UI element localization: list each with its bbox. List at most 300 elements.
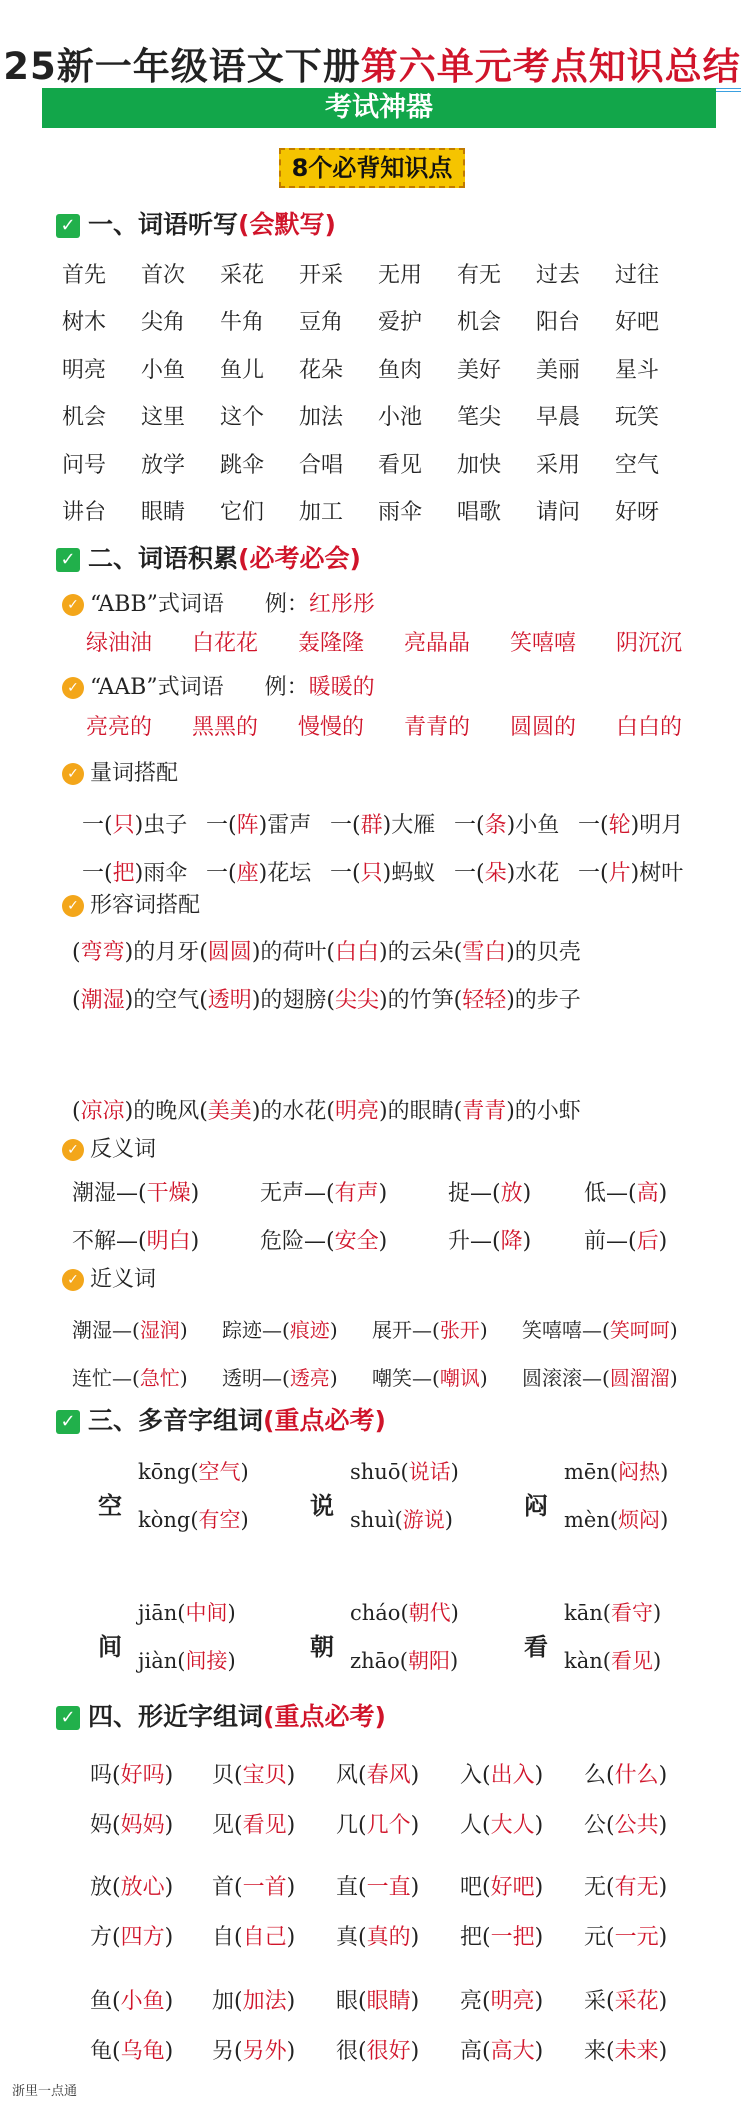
similar-char-pair — [90, 1984, 173, 2015]
measure-word-prefix: 一( — [82, 861, 113, 886]
adjective-pair-answer: 雪白 — [462, 940, 507, 965]
similar-char-pair-prefix: 几( — [336, 1813, 367, 1838]
similar-char-pair-answer: 几个 — [366, 1813, 411, 1838]
adjective-pair-answer: 白白 — [335, 940, 380, 965]
section-4-title-note: (重点必考) — [263, 1702, 386, 1731]
antonym-pair-suffix: ) — [190, 1229, 200, 1254]
measure-word-prefix: 一( — [578, 861, 609, 886]
polyphone-word: 朝代 — [408, 1601, 451, 1625]
similar-char-pair — [212, 1758, 295, 1789]
synonym-pair-answer: 嘲讽 — [439, 1366, 480, 1390]
word-cell: 过往 — [615, 263, 660, 288]
section-3-title-text: 三、多音字组词 — [88, 1406, 264, 1435]
antonym-pair-prefix: 升—( — [448, 1229, 501, 1254]
adjective-pair-suffix: )的晚风 — [124, 1099, 200, 1124]
synonym-pair — [372, 1306, 522, 1354]
word-cell: 讲台 — [62, 499, 107, 525]
synonym-pair-answer: 张开 — [439, 1318, 480, 1342]
measure-word-answer: 只 — [112, 813, 135, 838]
word-cell: 阳台 — [536, 310, 581, 336]
antonym-pair-prefix: 不解—( — [72, 1229, 147, 1254]
measure-word — [82, 802, 206, 850]
word-cell: 雨伞 — [378, 499, 423, 525]
adjective-pair — [72, 1099, 199, 1124]
paren: ) — [652, 1649, 662, 1673]
measure-word-suffix: )小鱼 — [506, 813, 560, 838]
adjective-pair-prefix: ( — [199, 988, 208, 1013]
medal-icon: ✓ — [62, 763, 84, 785]
paren: ) — [660, 1508, 669, 1532]
word-cell: 机会 — [457, 310, 502, 336]
adjective-pair-answer: 凉凉 — [80, 1099, 125, 1124]
aab-word: 白白的 — [616, 715, 683, 740]
word-cell: 合唱 — [299, 452, 344, 478]
synonym-pair-prefix: 潮湿—( — [72, 1318, 140, 1342]
similar-char-pair — [584, 1758, 667, 1789]
polyphone-item — [564, 1456, 668, 1486]
polyphone-word: 朝阳 — [407, 1649, 450, 1673]
antonym-pair — [72, 1170, 260, 1218]
measure-word — [330, 850, 454, 898]
word-cell: 过去 — [536, 263, 581, 288]
word-cell: 玩笑 — [615, 405, 660, 431]
word-row — [62, 394, 694, 441]
similar-char-pair-answer: 自己 — [242, 1925, 287, 1950]
polyphone-item — [564, 1504, 668, 1534]
similar-char-pair-prefix: 自( — [212, 1925, 243, 1950]
antonym-pair-suffix: ) — [658, 1229, 668, 1254]
measure-word-suffix: )虫子 — [134, 813, 188, 838]
measure-word-label: 量词搭配 — [90, 761, 179, 786]
antonym-pair-prefix: 无声—( — [260, 1181, 335, 1206]
measure-word-answer: 条 — [484, 813, 507, 838]
similar-char-pair-answer: 另外 — [242, 2039, 287, 2064]
similar-char-pair — [336, 1984, 419, 2015]
word-cell: 树木 — [62, 310, 107, 336]
similar-char-pair-suffix: ) — [410, 1763, 420, 1788]
section-1-title — [56, 208, 336, 242]
antonym-pair — [448, 1170, 584, 1218]
word-cell: 鱼儿 — [220, 357, 265, 383]
synonym-pair — [72, 1306, 222, 1354]
similar-char-pair-suffix: ) — [534, 1813, 544, 1838]
similar-char-pair — [90, 1870, 173, 1901]
polyphone-item — [350, 1645, 458, 1675]
measure-word-answer: 片 — [608, 861, 631, 886]
similar-char-pair-answer: 一直 — [366, 1875, 411, 1900]
adjective-pair-suffix: )的荷叶 — [251, 940, 327, 965]
similar-char-pair-answer: 一元 — [614, 1925, 659, 1950]
adjective-pair — [454, 940, 581, 965]
polyphone-item — [564, 1645, 661, 1675]
adjective-pair-prefix: ( — [453, 1099, 463, 1124]
similar-char-pair — [336, 1808, 419, 1839]
abb-heading — [62, 589, 375, 621]
measure-word-answer: 只 — [360, 861, 383, 886]
similar-char-pair-prefix: 来( — [584, 2039, 615, 2064]
footer-watermark: 浙里一点通 — [12, 2084, 78, 2099]
adjective-pair-answer: 潮湿 — [80, 988, 125, 1013]
paren: ) — [449, 1649, 459, 1673]
synonym-pair-prefix: 圆滚滚—( — [522, 1366, 610, 1390]
adjective-pair-prefix: ( — [72, 940, 81, 965]
synonym-pair-prefix: 嘲笑—( — [372, 1366, 440, 1390]
polyphone-item — [350, 1504, 453, 1534]
antonym-pair-suffix: ) — [378, 1229, 388, 1254]
antonym-grid — [72, 1170, 714, 1266]
similar-char-pair-prefix: 人( — [460, 1813, 491, 1838]
similar-char-pair — [212, 1920, 295, 1951]
similar-char-pair-answer: 一首 — [242, 1875, 287, 1900]
synonym-pair-prefix: 踪迹—( — [222, 1318, 290, 1342]
measure-word — [454, 802, 578, 850]
paren: ) — [652, 1601, 662, 1625]
word-cell: 小池 — [378, 405, 423, 431]
synonym-pair-suffix: ) — [179, 1366, 188, 1390]
measure-word-answer: 群 — [360, 813, 383, 838]
measure-word-grid — [82, 802, 702, 898]
word-cell: 早晨 — [536, 405, 581, 431]
aab-word: 圆圆的 — [510, 715, 577, 740]
similar-char-pair-suffix: ) — [534, 2039, 544, 2064]
word-cell: 美丽 — [536, 357, 581, 383]
aab-word: 黑黑的 — [192, 715, 259, 740]
synonym-pair-answer: 湿润 — [139, 1318, 180, 1342]
word-cell: 首次 — [141, 263, 186, 288]
synonym-pair-prefix: 展开—( — [372, 1318, 440, 1342]
similar-char-pair-answer: 一把 — [490, 1925, 535, 1950]
adjective-pair-suffix: )的翅膀 — [251, 988, 327, 1013]
similar-char-pair — [460, 2034, 543, 2065]
similar-char-pair-answer: 春风 — [366, 1763, 411, 1788]
word-cell: 尖角 — [141, 310, 186, 336]
similar-char-pair — [460, 1920, 543, 1951]
synonym-pair-answer: 痕迹 — [289, 1318, 330, 1342]
word-cell: 唱歌 — [457, 499, 502, 525]
similar-char-pair-suffix: ) — [164, 1813, 174, 1838]
adjective-row — [72, 937, 581, 969]
measure-word-heading — [62, 758, 178, 790]
similar-char-pair-suffix: ) — [658, 1875, 668, 1900]
word-cell: 采花 — [220, 263, 265, 288]
similar-char-pair-answer: 采花 — [614, 1989, 659, 2014]
synonym-pair-suffix: ) — [479, 1318, 488, 1342]
antonym-pair-answer: 降 — [500, 1229, 523, 1254]
synonym-row — [72, 1354, 692, 1402]
word-cell: 爱护 — [378, 310, 423, 336]
measure-word-suffix: )树叶 — [630, 861, 684, 886]
similar-char-pair-prefix: 风( — [336, 1763, 367, 1788]
paren: ) — [227, 1601, 236, 1625]
adjective-pair-prefix: ( — [72, 988, 81, 1013]
polyphone-word: 有空 — [198, 1508, 241, 1532]
synonym-grid — [72, 1306, 692, 1402]
antonym-pair-suffix: ) — [522, 1181, 532, 1206]
similar-char-pair-prefix: 亮( — [460, 1989, 491, 2014]
similar-char-pair-suffix: ) — [286, 1875, 296, 1900]
similar-char-pair-answer: 有无 — [614, 1875, 659, 1900]
pinyin: kòng( — [138, 1508, 199, 1532]
adjective-pair-answer: 轻轻 — [462, 988, 507, 1013]
similar-char-pair — [90, 1758, 173, 1789]
polyphone-word: 烦闷 — [618, 1508, 661, 1532]
example-label: 例： — [264, 592, 309, 617]
antonym-pair-answer: 干燥 — [146, 1181, 191, 1206]
synonym-pair-prefix: 连忙—( — [72, 1366, 140, 1390]
antonym-heading — [62, 1134, 156, 1166]
similar-char-pair-suffix: ) — [658, 1925, 668, 1950]
word-row — [62, 489, 694, 536]
similar-char-pair-suffix: ) — [164, 1875, 174, 1900]
medal-icon: ✓ — [62, 677, 84, 699]
similar-char-pair-suffix: ) — [286, 1813, 296, 1838]
word-cell: 采用 — [536, 452, 581, 478]
polyphone-item — [350, 1597, 459, 1627]
similar-char-pair-suffix: ) — [164, 1925, 174, 1950]
similar-char-pair-prefix: 采( — [584, 1989, 615, 2014]
adjective-pair — [199, 988, 326, 1013]
adjective-pair-answer: 弯弯 — [80, 940, 125, 965]
word-cell: 机会 — [62, 405, 107, 431]
adjective-pair-suffix: )的空气 — [124, 988, 200, 1013]
similar-char-pair — [584, 1984, 667, 2015]
antonym-pair — [448, 1218, 584, 1266]
antonym-pair-prefix: 危险—( — [260, 1229, 335, 1254]
similar-char-pair — [336, 1870, 419, 1901]
similar-char-pair-answer: 好吗 — [120, 1763, 165, 1788]
example-label: 例： — [264, 675, 309, 700]
word-cell: 好呀 — [615, 499, 660, 525]
measure-word-suffix: )蚂蚁 — [382, 861, 436, 886]
adjective-pair-prefix: ( — [453, 940, 463, 965]
similar-char-pair-prefix: 眼( — [336, 1989, 367, 2014]
similar-char-pair-prefix: 妈( — [90, 1813, 121, 1838]
adjective-pair-answer: 圆圆 — [207, 940, 252, 965]
similar-char-pair-prefix: 真( — [336, 1925, 367, 1950]
measure-word-answer: 把 — [112, 861, 135, 886]
antonym-pair — [260, 1170, 448, 1218]
word-cell: 美好 — [457, 357, 502, 383]
measure-word-prefix: 一( — [454, 813, 485, 838]
measure-word-answer: 轮 — [608, 813, 631, 838]
similar-char-pair-prefix: 吧( — [460, 1875, 491, 1900]
similar-char-pair — [584, 1920, 667, 1951]
word-cell: 加工 — [299, 499, 344, 525]
word-cell: 首先 — [62, 263, 107, 288]
similar-char-pair-suffix: ) — [658, 1813, 668, 1838]
similar-char-pair-suffix: ) — [286, 1763, 296, 1788]
antonym-pair-answer: 放 — [500, 1181, 523, 1206]
adjective-pair-answer: 透明 — [207, 988, 252, 1013]
measure-word-suffix: )花坛 — [258, 861, 312, 886]
polyphone-char: 看 — [524, 1632, 548, 1661]
polyphone-char: 朝 — [310, 1632, 334, 1661]
similar-char-pair-answer: 眼睛 — [366, 1989, 411, 2014]
adjective-pair-suffix: )的眼睛 — [379, 1099, 454, 1124]
similar-char-pair-answer: 乌龟 — [120, 2039, 165, 2064]
paren: ) — [660, 1460, 669, 1484]
aab-word: 青青的 — [404, 715, 471, 740]
adjective-label: 形容词搭配 — [90, 893, 201, 918]
pinyin: mēn( — [564, 1460, 619, 1484]
section-2-title-note: (必考必会) — [238, 544, 361, 573]
aab-heading — [62, 672, 375, 704]
abb-word: 轰隆隆 — [298, 631, 365, 656]
pinyin: jiān( — [138, 1601, 186, 1625]
similar-char-pair-answer: 未来 — [614, 2039, 659, 2064]
measure-word-suffix: )大雁 — [382, 813, 436, 838]
polyphone-word: 间接 — [185, 1649, 228, 1673]
adjective-pair — [199, 1099, 326, 1124]
similar-char-pair-suffix: ) — [658, 2039, 668, 2064]
similar-char-pair-suffix: ) — [164, 1989, 174, 2014]
antonym-pair — [584, 1170, 714, 1218]
similar-char-pair-prefix: 方( — [90, 1925, 121, 1950]
antonym-pair-suffix: ) — [190, 1181, 200, 1206]
synonym-pair-suffix: ) — [329, 1318, 338, 1342]
polyphone-item — [350, 1456, 459, 1486]
antonym-row — [72, 1218, 714, 1266]
word-cell: 好吧 — [615, 310, 660, 336]
word-cell: 花朵 — [299, 357, 344, 383]
aab-word: 慢慢的 — [298, 715, 365, 740]
similar-char-pair-suffix: ) — [410, 1925, 420, 1950]
measure-word-answer: 朵 — [484, 861, 507, 886]
antonym-row — [72, 1170, 714, 1218]
polyphone-word: 说话 — [408, 1460, 451, 1484]
paren: ) — [240, 1508, 249, 1532]
antonym-pair-prefix: 捉—( — [448, 1181, 501, 1206]
title-black: 25新一年级语文下册 — [3, 45, 361, 88]
measure-word-prefix: 一( — [82, 813, 113, 838]
polyphone-word: 闷热 — [618, 1460, 661, 1484]
similar-char-pair-answer: 小鱼 — [120, 1989, 165, 2014]
word-cell: 这个 — [220, 405, 265, 431]
polyphone-char: 说 — [310, 1491, 334, 1520]
similar-char-pair — [460, 1758, 543, 1789]
similar-char-pair-answer: 很好 — [366, 2039, 411, 2064]
antonym-pair-answer: 有声 — [334, 1181, 379, 1206]
paren: ) — [450, 1460, 459, 1484]
adjective-pair — [454, 1099, 581, 1124]
measure-word-prefix: 一( — [578, 813, 609, 838]
title-red: 第六单元考点知识总结 — [361, 45, 741, 92]
similar-char-pair — [460, 1984, 543, 2015]
similar-char-pair-answer: 高大 — [490, 2039, 535, 2064]
adjective-pair-suffix: )的竹笋 — [379, 988, 454, 1013]
similar-char-pair-suffix: ) — [286, 1925, 296, 1950]
synonym-pair-answer: 笑呵呵 — [609, 1318, 670, 1342]
polyphone-word: 中间 — [185, 1601, 228, 1625]
polyphone-item — [138, 1456, 249, 1486]
word-cell: 问号 — [62, 452, 107, 478]
similar-char-pair-answer: 妈妈 — [120, 1813, 165, 1838]
similar-char-pair-answer: 公共 — [614, 1813, 659, 1838]
similar-char-pair — [584, 2034, 667, 2065]
antonym-pair-prefix: 前—( — [584, 1229, 637, 1254]
synonym-pair-prefix: 笑嘻嘻—( — [522, 1318, 610, 1342]
abb-example: 红彤彤 — [308, 592, 375, 617]
similar-char-pair — [584, 1870, 667, 1901]
abb-word: 阴沉沉 — [616, 631, 683, 656]
polyphone-item — [138, 1645, 236, 1675]
synonym-pair-prefix: 透明—( — [222, 1366, 290, 1390]
antonym-pair — [72, 1218, 260, 1266]
measure-word-prefix: 一( — [330, 861, 361, 886]
similar-char-pair-prefix: 公( — [584, 1813, 615, 1838]
word-row — [62, 252, 694, 299]
synonym-label: 近义词 — [90, 1267, 157, 1292]
adjective-pair-prefix: ( — [326, 940, 335, 965]
similar-char-pair — [460, 1808, 543, 1839]
polyphone-word: 空气 — [198, 1460, 241, 1484]
pinyin: mèn( — [564, 1508, 619, 1532]
synonym-heading — [62, 1264, 156, 1296]
synonym-pair — [222, 1354, 372, 1402]
pinyin: kōng( — [138, 1460, 199, 1484]
similar-char-pair — [212, 1984, 295, 2015]
similar-char-pair-prefix: 么( — [584, 1763, 615, 1788]
similar-char-pair-suffix: ) — [410, 2039, 420, 2064]
word-cell: 明亮 — [62, 357, 107, 383]
similar-char-pair-answer: 宝贝 — [242, 1763, 287, 1788]
similar-char-pair-prefix: 高( — [460, 2039, 491, 2064]
similar-char-pair — [460, 1870, 543, 1901]
adjective-pair-prefix: ( — [199, 940, 208, 965]
similar-char-pair-prefix: 放( — [90, 1875, 121, 1900]
section-3-title — [56, 1404, 386, 1438]
antonym-pair-answer: 明白 — [146, 1229, 191, 1254]
word-row — [62, 442, 694, 489]
word-cell: 看见 — [378, 452, 423, 478]
word-cell: 开采 — [299, 263, 344, 288]
word-cell: 无用 — [378, 263, 423, 288]
abb-word: 绿油油 — [86, 631, 153, 656]
measure-word — [206, 802, 330, 850]
similar-char-pair-answer: 看见 — [242, 1813, 287, 1838]
measure-word-suffix: )雨伞 — [134, 861, 188, 886]
similar-char-pair-suffix: ) — [534, 1989, 544, 2014]
antonym-pair-answer: 高 — [636, 1181, 659, 1206]
abb-word: 白花花 — [192, 631, 259, 656]
aab-words — [86, 712, 722, 744]
measure-word-prefix: 一( — [330, 813, 361, 838]
abb-label: “ABB”式词语 — [90, 592, 224, 617]
similar-char-pair-answer: 出入 — [490, 1763, 535, 1788]
adjective-pair-prefix: ( — [326, 1099, 335, 1124]
antonym-pair-prefix: 潮湿—( — [72, 1181, 147, 1206]
word-cell: 请问 — [536, 499, 581, 525]
medal-icon: ✓ — [62, 895, 84, 917]
adjective-pair-prefix: ( — [199, 1099, 208, 1124]
adjective-pair-suffix: )的云朵 — [379, 940, 454, 965]
similar-char-pair-prefix: 加( — [212, 1989, 243, 2014]
page-title — [0, 36, 744, 90]
antonym-pair-prefix: 低—( — [584, 1181, 637, 1206]
similar-char-pair-prefix: 入( — [460, 1763, 491, 1788]
similar-char-pair-suffix: ) — [534, 1763, 544, 1788]
similar-char-pair-prefix: 直( — [336, 1875, 367, 1900]
aab-word: 亮亮的 — [86, 715, 153, 740]
measure-word-suffix: )雷声 — [258, 813, 312, 838]
adjective-pair-suffix: )的小虾 — [506, 1099, 581, 1124]
word-cell: 这里 — [141, 405, 186, 431]
measure-word — [330, 802, 454, 850]
similar-char-pair-suffix: ) — [658, 1763, 668, 1788]
medal-icon: ✓ — [62, 1269, 84, 1291]
similar-char-pair-prefix: 元( — [584, 1925, 615, 1950]
word-cell: 星斗 — [615, 357, 660, 383]
